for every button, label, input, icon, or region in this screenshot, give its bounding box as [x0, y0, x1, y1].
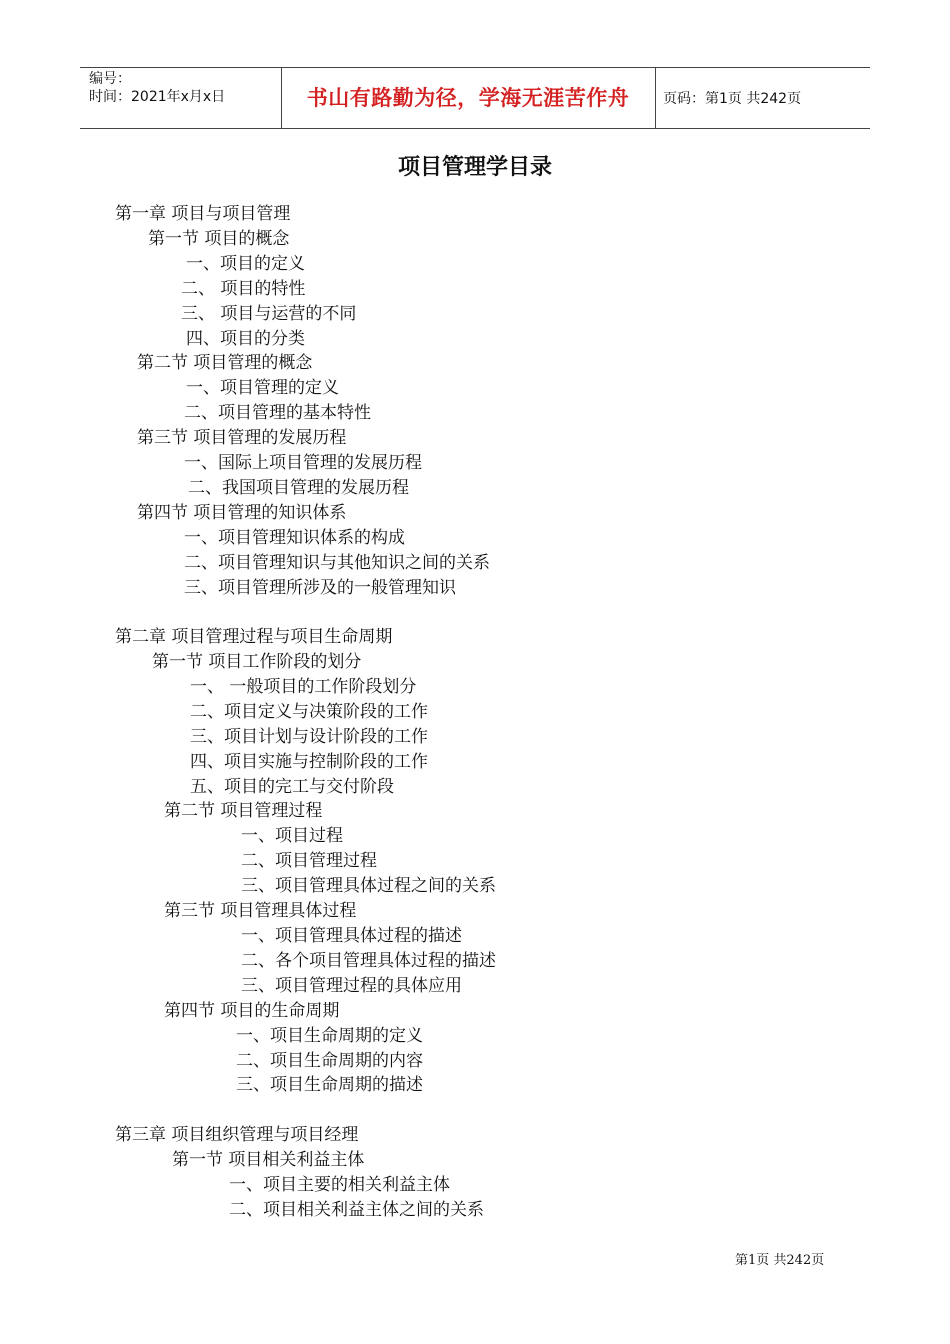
- header-motto: 书山有路勤为径，学海无涯苦作舟: [306, 86, 630, 110]
- toc-item: 三、 项目与运营的不同: [181, 304, 357, 324]
- toc-chapter: 第一章 项目与项目管理: [115, 204, 291, 224]
- toc-item: 三、项目生命周期的描述: [236, 1075, 423, 1095]
- page-footer: 第1页 共242页: [735, 1253, 825, 1268]
- toc-chapter: 第三章 项目组织管理与项目经理: [115, 1125, 359, 1145]
- toc-item: 二、我国项目管理的发展历程: [188, 478, 409, 498]
- toc-section: 第一节 项目工作阶段的划分: [152, 652, 362, 672]
- toc-item: 二、项目管理的基本特性: [184, 403, 371, 423]
- toc-item: 一、项目的定义: [186, 254, 305, 274]
- toc-item: 二、各个项目管理具体过程的描述: [241, 951, 496, 971]
- toc-item: 一、项目生命周期的定义: [236, 1026, 423, 1046]
- toc-item: 一、项目管理知识体系的构成: [184, 528, 405, 548]
- toc-item: 五、项目的完工与交付阶段: [190, 777, 394, 797]
- toc-item: 二、项目生命周期的内容: [236, 1051, 423, 1071]
- toc-item: 二、项目管理过程: [241, 851, 377, 871]
- toc-item: 三、项目管理过程的具体应用: [241, 976, 462, 996]
- document-title: 项目管理学目录: [397, 155, 552, 180]
- toc-section: 第四节 项目的生命周期: [164, 1001, 340, 1021]
- toc-item: 二、 项目的特性: [181, 279, 306, 299]
- toc-item: 四、项目的分类: [186, 329, 305, 349]
- toc-item: 一、 一般项目的工作阶段划分: [190, 677, 417, 697]
- toc-section: 第三节 项目管理具体过程: [164, 901, 357, 921]
- toc-section: 第二节 项目管理过程: [164, 801, 323, 821]
- header-bottom-rule: [80, 128, 870, 129]
- toc-item: 二、项目定义与决策阶段的工作: [190, 702, 428, 722]
- toc-item: 一、国际上项目管理的发展历程: [184, 453, 422, 473]
- toc-item: 一、项目管理的定义: [186, 378, 339, 398]
- toc-section: 第一节 项目相关利益主体: [172, 1150, 365, 1170]
- toc-section: 第四节 项目管理的知识体系: [137, 503, 347, 523]
- header-time-label: 时间：2021年x月x日: [89, 89, 226, 105]
- header-id-label: 编号：: [89, 71, 131, 87]
- toc-chapter: 第二章 项目管理过程与项目生命周期: [115, 627, 393, 647]
- toc-item: 三、项目管理所涉及的一般管理知识: [184, 578, 456, 598]
- header-divider: [655, 67, 656, 129]
- toc-section: 第二节 项目管理的概念: [137, 353, 313, 373]
- toc-item: 四、项目实施与控制阶段的工作: [190, 752, 428, 772]
- header-top-rule: [80, 67, 870, 68]
- toc-item: 三、项目计划与设计阶段的工作: [190, 727, 428, 747]
- toc-item: 二、项目管理知识与其他知识之间的关系: [184, 553, 490, 573]
- toc-item: 三、项目管理具体过程之间的关系: [241, 876, 496, 896]
- toc-item: 一、项目过程: [241, 826, 343, 846]
- header-page-info: 页码：第1页 共242页: [663, 91, 802, 107]
- toc-item: 一、项目主要的相关利益主体: [229, 1175, 450, 1195]
- toc-section: 第三节 项目管理的发展历程: [137, 428, 347, 448]
- toc-section: 第一节 项目的概念: [148, 229, 290, 249]
- toc-item: 一、项目管理具体过程的描述: [241, 926, 462, 946]
- toc-item: 二、项目相关利益主体之间的关系: [229, 1200, 484, 1220]
